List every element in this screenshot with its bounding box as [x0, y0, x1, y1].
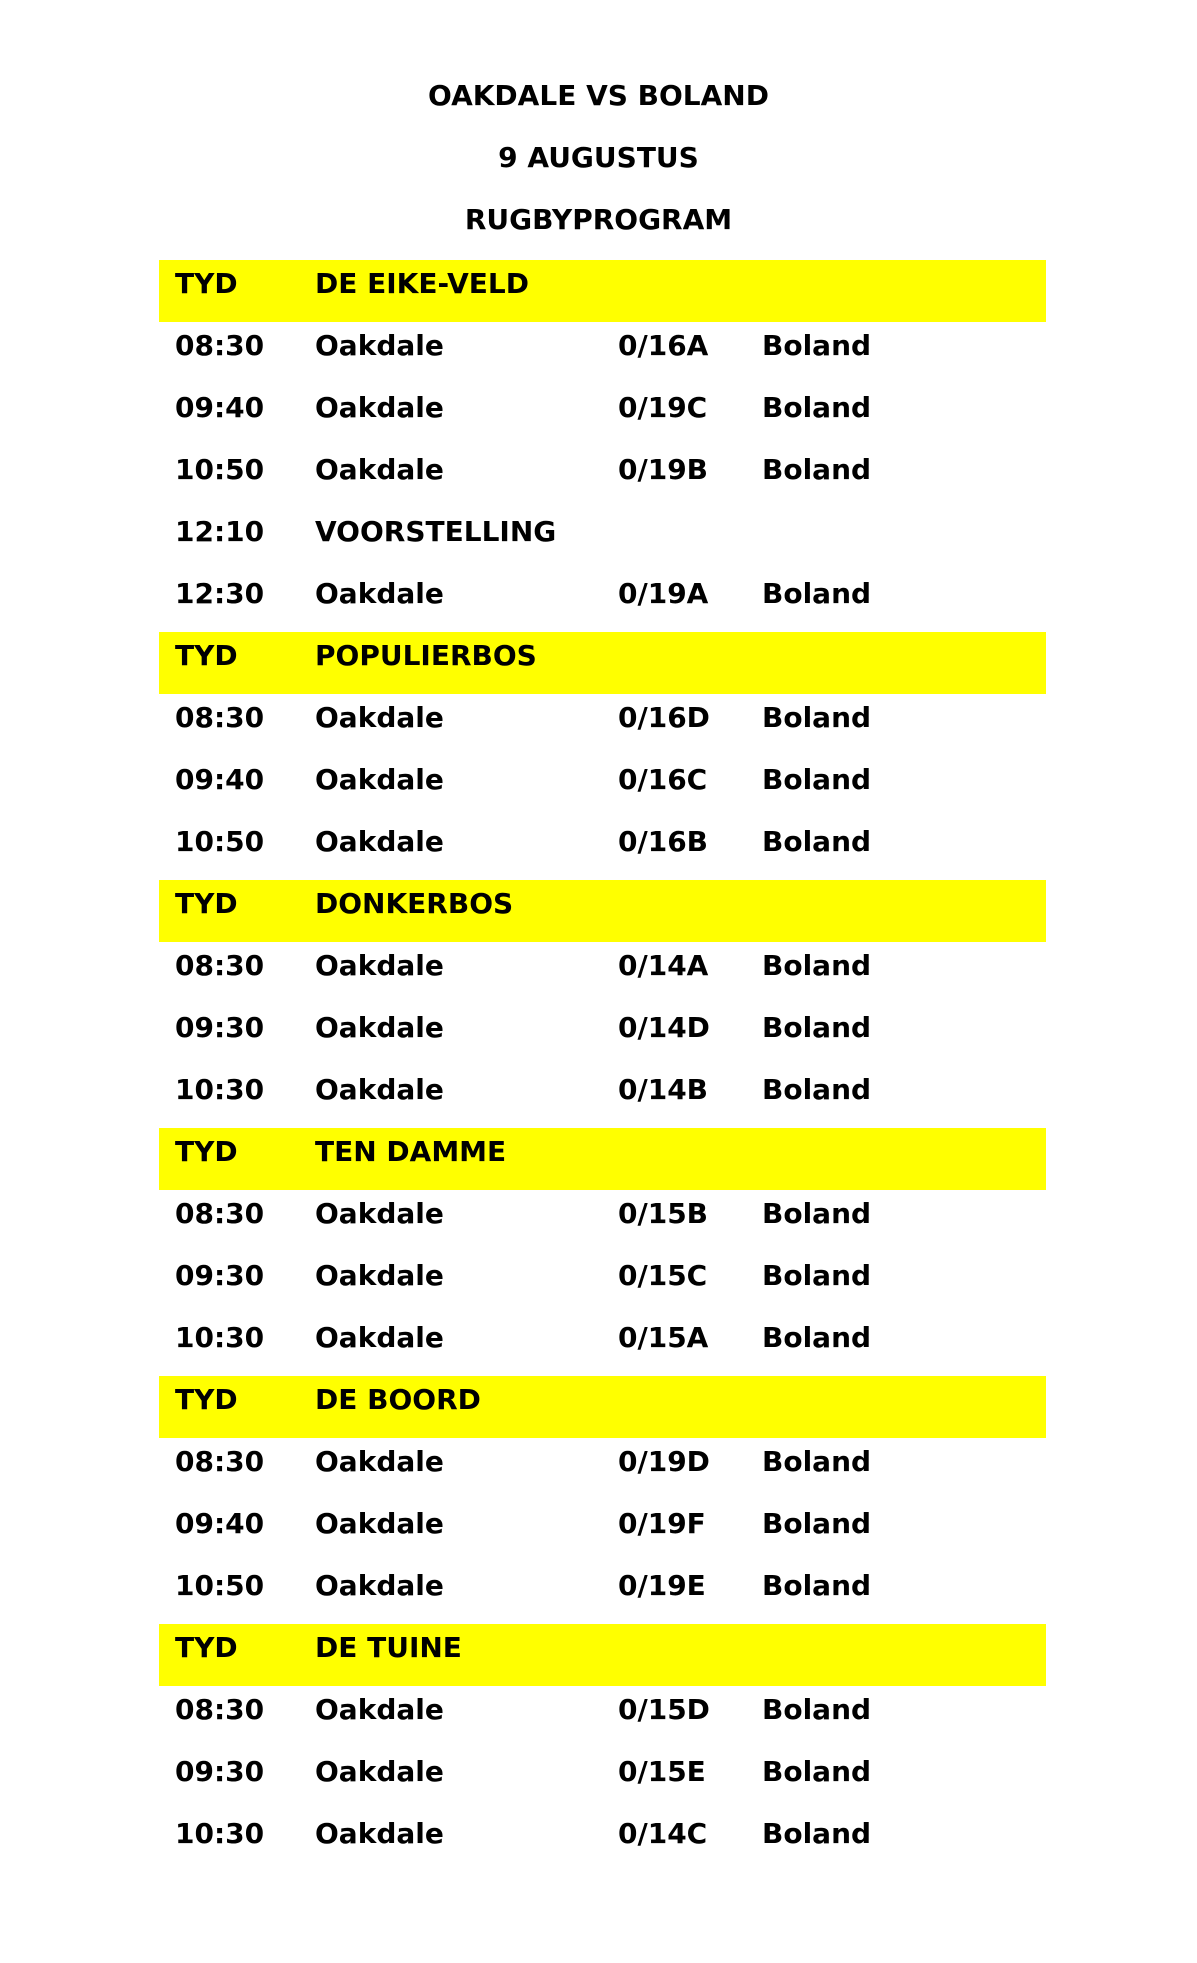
venue-name: DE TUINE: [315, 1631, 462, 1664]
match-time: 08:30: [175, 1197, 265, 1230]
match-time: 08:30: [175, 949, 265, 982]
home-team: Oakdale: [315, 1817, 444, 1850]
match-row: [159, 570, 1046, 632]
age-group: 0/14D: [618, 1011, 710, 1044]
home-team: Oakdale: [315, 1011, 444, 1044]
age-group: 0/15A: [618, 1321, 709, 1354]
age-group: 0/19F: [618, 1507, 706, 1540]
match-time: 09:40: [175, 1507, 265, 1540]
match-time: 10:30: [175, 1073, 265, 1106]
time-column-header: TYD: [175, 267, 238, 300]
match-row: [159, 1438, 1046, 1500]
age-group: 0/15C: [618, 1259, 708, 1292]
opponent-team: Boland: [762, 577, 872, 610]
age-group: 0/15E: [618, 1755, 706, 1788]
home-team: Oakdale: [315, 329, 444, 362]
match-row: [159, 1810, 1046, 1872]
home-team: Oakdale: [315, 1259, 444, 1292]
age-group: 0/19D: [618, 1445, 710, 1478]
home-team: Oakdale: [315, 763, 444, 796]
time-column-header: TYD: [175, 1383, 238, 1416]
time-column-header: TYD: [175, 639, 238, 672]
home-team: Oakdale: [315, 577, 444, 610]
age-group: 0/15B: [618, 1197, 709, 1230]
opponent-team: Boland: [762, 1755, 872, 1788]
match-time: 08:30: [175, 329, 265, 362]
opponent-team: Boland: [762, 1569, 872, 1602]
age-group: 0/14C: [618, 1817, 708, 1850]
match-time: 10:50: [175, 825, 265, 858]
home-team: Oakdale: [315, 701, 444, 734]
time-column-header: TYD: [175, 1631, 238, 1664]
age-group: 0/15D: [618, 1693, 710, 1726]
match-time: 12:10: [175, 515, 265, 548]
opponent-team: Boland: [762, 1011, 872, 1044]
opponent-team: Boland: [762, 329, 872, 362]
match-row: [159, 508, 1046, 570]
match-row: [159, 1252, 1046, 1314]
match-row: [159, 1314, 1046, 1376]
opponent-team: Boland: [762, 1321, 872, 1354]
opponent-team: Boland: [762, 825, 872, 858]
match-row: [159, 756, 1046, 818]
match-row: [159, 1004, 1046, 1066]
age-group: 0/16B: [618, 825, 709, 858]
venue-header-row: [159, 260, 1046, 322]
match-row: [159, 1686, 1046, 1748]
match-time: 08:30: [175, 1445, 265, 1478]
venue-name: TEN DAMME: [315, 1135, 507, 1168]
match-time: 10:30: [175, 1817, 265, 1850]
age-group: 0/16A: [618, 329, 709, 362]
age-group: 0/19B: [618, 453, 709, 486]
match-row: [159, 384, 1046, 446]
home-team: Oakdale: [315, 1755, 444, 1788]
home-team: Oakdale: [315, 453, 444, 486]
opponent-team: Boland: [762, 1507, 872, 1540]
match-time: 10:50: [175, 1569, 265, 1602]
match-row: [159, 1500, 1046, 1562]
match-time: 08:30: [175, 1693, 265, 1726]
match-time: 09:40: [175, 763, 265, 796]
venue-name: DE EIKE-VELD: [315, 267, 529, 300]
venue-name: DE BOORD: [315, 1383, 481, 1416]
opponent-team: Boland: [762, 763, 872, 796]
opponent-team: Boland: [762, 391, 872, 424]
age-group: 0/16D: [618, 701, 710, 734]
match-time: 08:30: [175, 701, 265, 734]
match-row: [159, 1748, 1046, 1810]
home-team: Oakdale: [315, 1321, 444, 1354]
age-group: 0/16C: [618, 763, 708, 796]
age-group: 0/19E: [618, 1569, 706, 1602]
schedule-table: [159, 260, 1046, 1872]
home-team: Oakdale: [315, 825, 444, 858]
match-time: 12:30: [175, 577, 265, 610]
venue-header-row: [159, 1376, 1046, 1438]
venue-name: DONKERBOS: [315, 887, 514, 920]
age-group: 0/19A: [618, 577, 709, 610]
opponent-team: Boland: [762, 949, 872, 982]
match-row: [159, 818, 1046, 880]
venue-name: POPULIERBOS: [315, 639, 537, 672]
venue-header-row: [159, 632, 1046, 694]
age-group: 0/19C: [618, 391, 708, 424]
home-team: Oakdale: [315, 1693, 444, 1726]
opponent-team: Boland: [762, 701, 872, 734]
match-time: 10:50: [175, 453, 265, 486]
match-time: 09:30: [175, 1755, 265, 1788]
match-row: [159, 1190, 1046, 1252]
time-column-header: TYD: [175, 887, 238, 920]
opponent-team: Boland: [762, 1817, 872, 1850]
home-team: Oakdale: [315, 1445, 444, 1478]
match-row: [159, 694, 1046, 756]
match-row: [159, 1066, 1046, 1128]
document-date: 9 AUGUSTUS: [498, 141, 699, 174]
age-group: 0/14B: [618, 1073, 709, 1106]
opponent-team: Boland: [762, 1445, 872, 1478]
home-team: Oakdale: [315, 1507, 444, 1540]
match-time: 09:40: [175, 391, 265, 424]
opponent-team: Boland: [762, 1693, 872, 1726]
time-column-header: TYD: [175, 1135, 238, 1168]
match-row: [159, 942, 1046, 1004]
document-title: OAKDALE VS BOLAND: [428, 79, 769, 112]
venue-header-row: [159, 1128, 1046, 1190]
home-team: Oakdale: [315, 1569, 444, 1602]
opponent-team: Boland: [762, 1073, 872, 1106]
opponent-team: Boland: [762, 1197, 872, 1230]
document-subtitle: RUGBYPROGRAM: [464, 203, 733, 236]
home-team: Oakdale: [315, 1073, 444, 1106]
home-team: Oakdale: [315, 949, 444, 982]
opponent-team: Boland: [762, 453, 872, 486]
venue-header-row: [159, 880, 1046, 942]
match-row: [159, 1562, 1046, 1624]
match-row: [159, 322, 1046, 384]
match-time: 09:30: [175, 1011, 265, 1044]
opponent-team: Boland: [762, 1259, 872, 1292]
home-team: Oakdale: [315, 1197, 444, 1230]
match-time: 09:30: [175, 1259, 265, 1292]
home-team: VOORSTELLING: [315, 515, 557, 548]
match-time: 10:30: [175, 1321, 265, 1354]
home-team: Oakdale: [315, 391, 444, 424]
match-row: [159, 446, 1046, 508]
age-group: 0/14A: [618, 949, 709, 982]
venue-header-row: [159, 1624, 1046, 1686]
